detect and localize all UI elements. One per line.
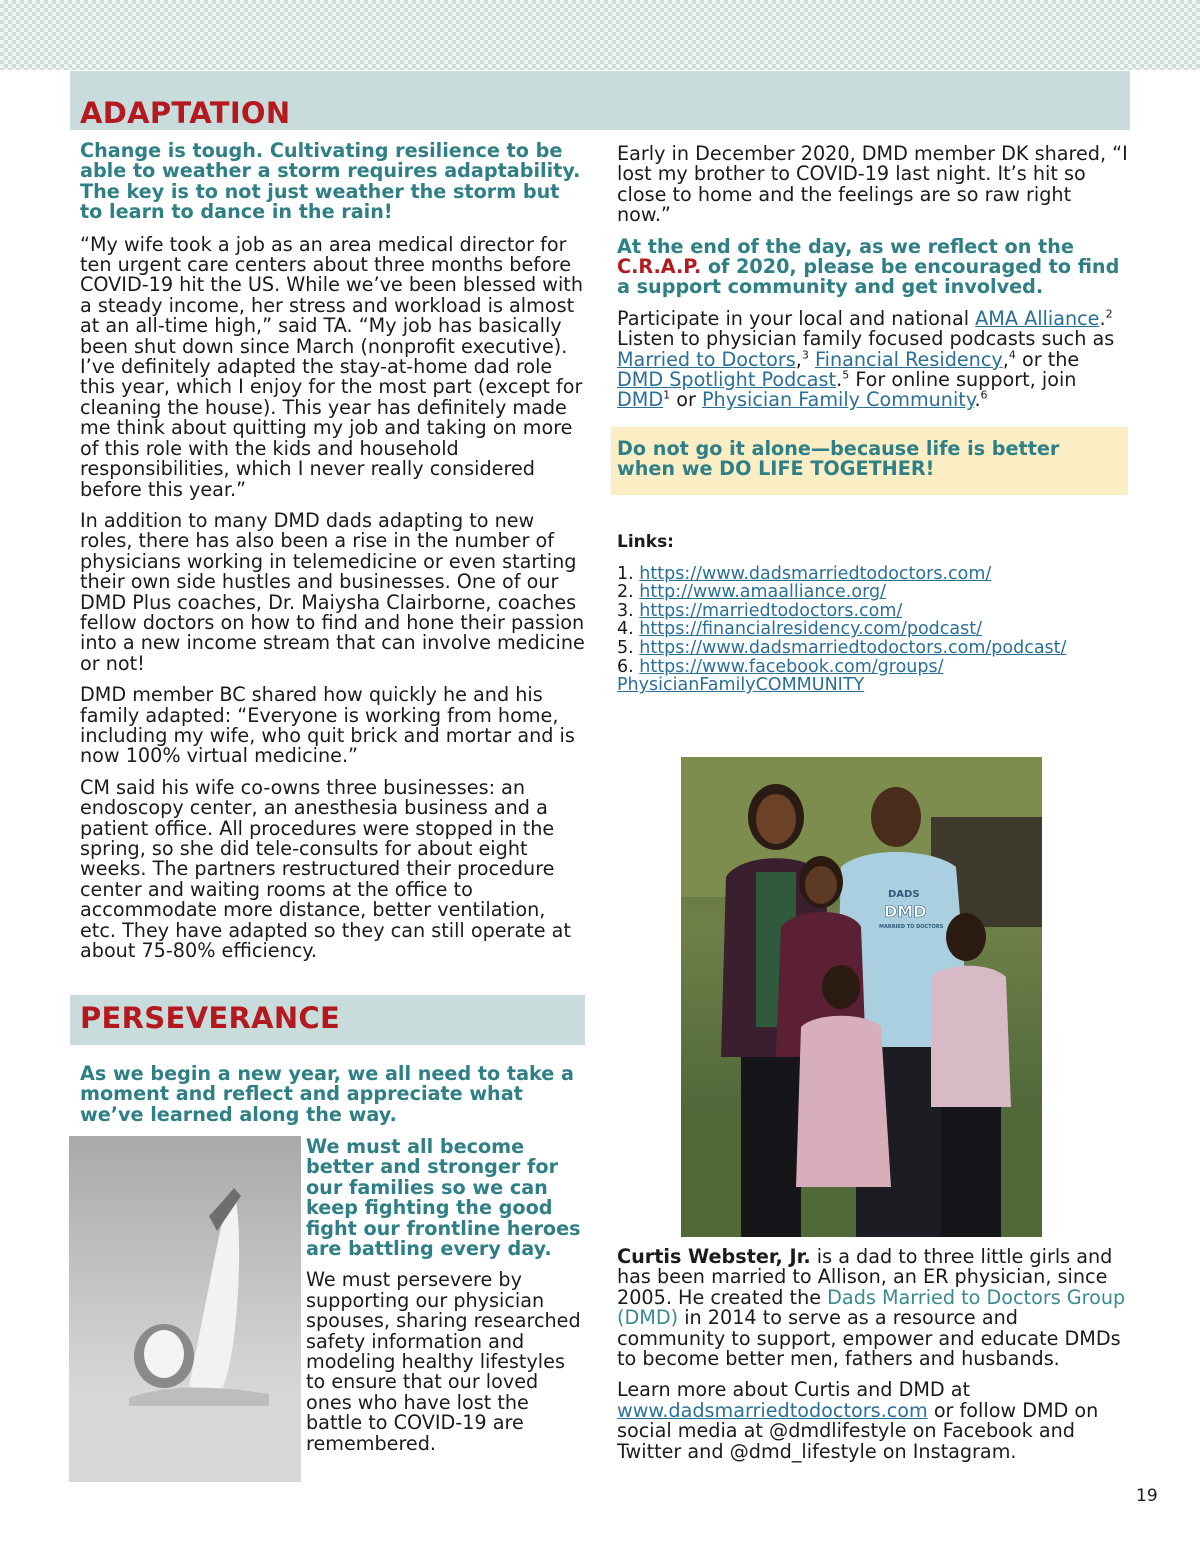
page-number: 19 xyxy=(1136,1486,1158,1506)
link-item xyxy=(617,565,1127,584)
link-item xyxy=(617,583,1127,602)
shirt-logo: DMD xyxy=(884,902,927,921)
dmd-spotlight-podcast-link[interactable]: DMD Spotlight Podcast xyxy=(617,368,837,392)
links-list xyxy=(617,533,1127,695)
link-item xyxy=(617,658,1127,695)
perseverance-quote: We must all become better and stronger for our families so we can keep fighting the good fight our frontline heroes are battling every day. xyxy=(306,1135,581,1261)
learn-more-text-b: or follow DMD on social media at @dmdlifestyle on Facebook and Twitter and @dmd_lifestyle on Instagram. xyxy=(617,1398,1099,1463)
footnote-4: 4 xyxy=(1008,348,1016,362)
paragraph-dmd-dads: In addition to many DMD dads adapting to new roles, there has also been a rise in the number of physicians working in telemedicine or even starting their own side hustles and businesses. One of our DMD Plus coaches, Dr. Maiysha Clairborne, coaches fellow doctors on how to find and hone their passion into a new income stream that can involve medicine or not! xyxy=(80,508,585,675)
link-url[interactable]: https://www.dadsmarriedtodoctors.com/podcast/ xyxy=(639,637,1067,658)
paragraph-cm: CM said his wife co-owns three businesses: an endoscopy center, an anesthesia business and a patient office. All procedures were stopped in the spring, so she did tele-consults for about eight weeks. The partners restructured their procedure center and waiting rooms at the office to accommodate more distance, better ventilation, etc. They have adapted so they can still operate at about 75-80% efficiency. xyxy=(80,775,571,963)
reflect-lead-a: At the end of the day, as we reflect on the xyxy=(617,234,1074,258)
callout-box xyxy=(611,427,1128,495)
shirt-subtext: MARRIED TO DOCTORS xyxy=(879,924,944,930)
paragraph-ta: “My wife took a job as an area medical director for ten urgent care centers about three months before COVID-19 hit the US. While we’ve been blessed with a steady income, her stress and workload is almost at an all-time high,” said TA. “My job has basically been shut down since March (nonprofit executive). I’ve definitely adapted the stay-at-home dad role this year, which I enjoy for the most part (except for cleaning the house). This year has definitely made me think about quitting my job and taking on more of this role with the kids and household responsibilities, which I never really considered before this year.” xyxy=(80,232,583,501)
participate-text-5: or xyxy=(676,388,696,412)
link-url[interactable]: https://marriedtodoctors.com/ xyxy=(639,600,903,621)
left-column xyxy=(80,141,585,972)
learn-more-text-a: Learn more about Curtis and DMD at xyxy=(617,1378,971,1402)
dmd-link[interactable]: DMD xyxy=(617,388,664,412)
crap-acronym: C.R.A.P. xyxy=(617,255,702,279)
link-number: 1. xyxy=(617,563,634,584)
learn-more-paragraph xyxy=(617,1380,1129,1462)
bio-text-a: is a dad to three little girls and has been married to Allison, an ER physician, since 2005. He created the xyxy=(617,1245,1113,1309)
bio-group-name: Dads Married to Doctors Group (DMD) xyxy=(617,1285,1126,1330)
family-photo xyxy=(681,757,1042,1237)
link-number: 6. xyxy=(617,656,634,677)
footnote-1: 1 xyxy=(663,389,671,403)
link-item xyxy=(617,639,1127,658)
participate-text-1: Participate in your local and national xyxy=(617,306,970,330)
participate-paragraph: Participate in your local and national AMA Alliance.$^2$ Listen to physician family focused podcasts such as Married to Doctors,$^3$ Financial Residency,$^4$ or the DMD Spotlight Podcast.$^5$ For online support, join DMD$^1$ or Physician Family Community.$^6$ xyxy=(617,306,1115,412)
perseverance-lead-block xyxy=(80,1064,580,1136)
link-url[interactable]: http://www.amaalliance.org/ xyxy=(639,582,886,603)
header-pattern xyxy=(0,0,1200,70)
link-url[interactable]: https://www.facebook.com/groups/ xyxy=(639,656,944,677)
ama-alliance-link[interactable]: AMA Alliance xyxy=(975,306,1100,330)
right-column xyxy=(617,144,1129,422)
splash-photo xyxy=(69,1136,301,1482)
link-number: 2. xyxy=(617,582,634,603)
paragraph-dk: Early in December 2020, DMD member DK shared, “I lost my brother to COVID-19 last night. It’s hit so close to home and the feelings are so raw right now.” xyxy=(617,142,1128,227)
perseverance-heading: PERSEVERANCE xyxy=(80,1001,341,1035)
participate-text-4: For online support, join xyxy=(855,368,1077,392)
website-link[interactable]: www.dadsmarriedtodoctors.com xyxy=(617,1398,928,1422)
callout-text: Do not go it alone—because life is better when we DO LIFE TOGETHER! xyxy=(617,437,1060,481)
reflect-lead xyxy=(617,234,1129,299)
link-number: 5. xyxy=(617,637,634,658)
participate-text-2: Listen to physician family focused podcasts such as xyxy=(617,327,1115,351)
footnote-6: 6 xyxy=(980,389,988,403)
link-url-continued[interactable]: PhysicianFamilyCOMMUNITY xyxy=(617,675,865,696)
perseverance-band xyxy=(70,995,585,1045)
bio-name: Curtis Webster, Jr. xyxy=(617,1245,811,1268)
adaptation-lead: Change is tough. Cultivating resilience to be able to weather a storm requires adaptability. The key is to not just weather the storm but to learn to dance in the rain! xyxy=(80,139,581,224)
bio-block xyxy=(617,1247,1129,1473)
link-url[interactable]: https://www.dadsmarriedtodoctors.com/ xyxy=(639,563,992,584)
footnote-3: 3 xyxy=(801,348,809,362)
footnote-2: 2 xyxy=(1105,307,1113,321)
bio-text-b: in 2014 to serve as a resource and community to support, empower and educate DMDs to become better men, fathers and husbands. xyxy=(617,1306,1121,1371)
link-url[interactable]: https://financialresidency.com/podcast/ xyxy=(639,619,982,640)
link-number: 4. xyxy=(617,619,634,640)
paragraph-bc: DMD member BC shared how quickly he and his family adapted: “Everyone is working from home, including my wife, who quit brick and mortar and is now 100% virtual medicine.” xyxy=(80,683,575,768)
adaptation-heading: ADAPTATION xyxy=(80,96,291,130)
bio-paragraph xyxy=(617,1247,1129,1369)
link-number: 3. xyxy=(617,600,634,621)
married-to-doctors-link[interactable]: Married to Doctors xyxy=(617,347,796,371)
shirt-text: DADS xyxy=(888,889,920,900)
links-header: Links: xyxy=(617,532,674,552)
adaptation-band xyxy=(70,71,1130,130)
family-illustration xyxy=(681,757,1042,1237)
financial-residency-link[interactable]: Financial Residency xyxy=(814,347,1003,371)
perseverance-text-block xyxy=(306,1137,581,1465)
perseverance-body: We must persevere by supporting our physician spouses, sharing researched safety information and modeling healthy lifestyles to ensure that our loved ones who have lost the battle to COVID-19 are remembered. xyxy=(306,1268,581,1455)
perseverance-lead: As we begin a new year, we all need to take a moment and reflect and appreciate what we’ve learned along the way. xyxy=(80,1062,574,1126)
footnote-5: 5 xyxy=(842,368,850,382)
reflect-lead-b: of 2020, please be encouraged to find a support community and get involved. xyxy=(617,255,1120,299)
physician-family-community-link[interactable]: Physician Family Community xyxy=(701,388,975,412)
participate-text-3: or the xyxy=(1021,347,1080,371)
link-item xyxy=(617,620,1127,639)
splash-illustration xyxy=(69,1136,301,1482)
link-item xyxy=(617,602,1127,621)
